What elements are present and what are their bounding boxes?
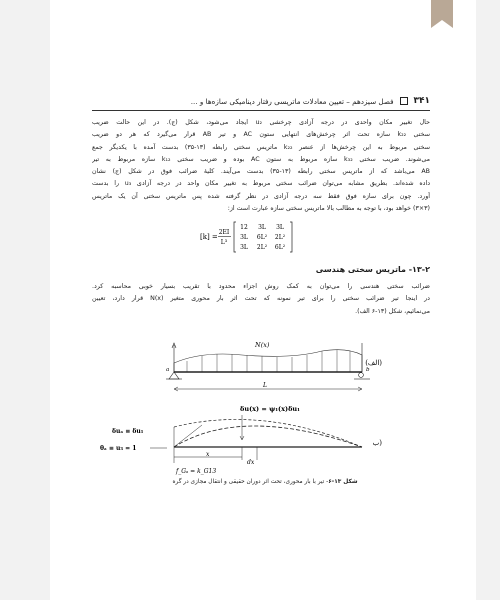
text-line: ضرائب سختی هندسی را می‌توان به کمک روش اجزاء محدود با تقریب بسیار خوبی محاسبه کرد.: [92, 283, 430, 290]
coef-numerator: 2EI: [218, 229, 230, 236]
support-b-label: b: [366, 367, 370, 373]
text-line: سختی مربوط به این چرخش‌ها از عنصر k₂₂ ماتریس سختی رابطه (۱۳-۳۵) بدست آمده با یکدیگر جمع: [92, 143, 430, 151]
virtual-displacement-eq: δu(x) = ψ₁(x)δu₁: [240, 405, 300, 413]
text-line: می‌نمائیم، شکل (۱۳-۶ الف).: [355, 307, 430, 315]
matrix-cell: 2L²: [274, 234, 286, 241]
dx-label: dx: [247, 459, 255, 466]
matrix-cell: 6L²: [274, 244, 286, 251]
virtual-shape: [174, 419, 362, 447]
length-label: L: [263, 382, 267, 389]
coef-denominator: L³: [220, 239, 228, 246]
matrix-lhs: [k] =: [200, 233, 218, 241]
text-line: AB می‌باشد که از ماتریس سختی رابطه (۱۳-۳۵) بدست می‌آیند. کلیهٔ ضرائب فوق در شکل (ج) نشان: [92, 168, 430, 176]
x-label: x: [206, 451, 210, 458]
beam-figure: [92, 335, 430, 480]
paragraph-stiffness: [92, 117, 430, 215]
text-line: (۳×۳) خواهد بود، با توجه به مطالب بالا ماتریس سختی سازه عبارت است از:: [227, 205, 430, 213]
figure-b: [100, 405, 382, 475]
header-rule: [92, 110, 430, 111]
figure-a-label: (الف): [365, 359, 382, 367]
matrix-cell: 3L: [258, 224, 266, 231]
matrix-cell: 12: [240, 224, 248, 231]
matrix-cell: 3L: [276, 224, 284, 231]
theta-label: θₐ ≡ u₃ = 1: [100, 445, 137, 452]
section-heading: ۱۳-۲- ماتریس سختی هندسی: [315, 265, 430, 274]
matrix-right-bracket: [290, 222, 292, 252]
figure-a: [166, 341, 382, 391]
load-label: N(x): [255, 341, 270, 349]
text-line: می‌شوند. ضریب سختی k₃₂ سازه مربوط به ستون AC بوده و ضریب سختی k₁₂ سازه مربوط به تیر: [92, 155, 430, 163]
text-line: حال تغییر مکان واحدی در درجه آزادی چرخشی u₂ ایجاد می‌شود، شکل (ج). در این حالت ضریب: [92, 119, 430, 126]
matrix-cell: 3L: [240, 244, 248, 251]
roller-support-icon: [359, 373, 364, 378]
matrix-cell: 2L²: [256, 244, 268, 251]
delta-ua-label: δuₐ ≡ δu₁: [112, 428, 144, 435]
text-line: داده شده‌اند. بطریق مشابه می‌توان ضرائب سختی مربوط به تغییر مکان واحد در درجه آزادی u₃ را بدست: [92, 180, 430, 188]
text-line: سختی k₂₂ سازه تحت اثر چرخش‌های انتهایی ستون AC و تیر AB قرار می‌گیرد که هر دو ضریب: [92, 131, 430, 139]
text-line: آورد. چون برای سازه فوق فقط سه درجه آزادی در نظر گرفته شده پس ماتریس سختی آن یک ماتریس: [92, 192, 430, 200]
matrix-cell: 6L²: [256, 234, 268, 241]
matrix-cell: 3L: [240, 234, 248, 241]
page-number: ۳۴۱: [413, 96, 430, 106]
page-header: [92, 94, 430, 108]
caption-number: شکل ۱۳-۶: [328, 479, 358, 485]
running-title: فصل سیزدهم – تعیین معادلات ماتریسی رفتار دینامیکی سازه‌ها و ...: [190, 96, 394, 106]
figure-b-label: (ب: [372, 439, 382, 447]
matrix-left-bracket: [234, 222, 236, 252]
geometric-stiffness-label: f_Gₐ = k_G13: [176, 468, 217, 475]
bookmark-ribbon-icon[interactable]: [431, 0, 453, 20]
stiffness-matrix-equation: [200, 220, 320, 254]
pin-support-icon: [169, 372, 179, 379]
support-a-label: a: [166, 367, 170, 373]
text-line: در اینجا تیر ضرائب سختی را برای تیر نمونه که تحت اثر بار محوری متغیر N(x) قرار دارد، تعیین: [92, 295, 430, 303]
figure-caption: [120, 479, 410, 485]
paragraph-geometric: [92, 281, 430, 318]
square-icon: [400, 97, 408, 105]
caption-text: - تیر با بار محوری، تحت اثر دوران حقیقی و انتقال مجازی در گره: [172, 479, 329, 485]
